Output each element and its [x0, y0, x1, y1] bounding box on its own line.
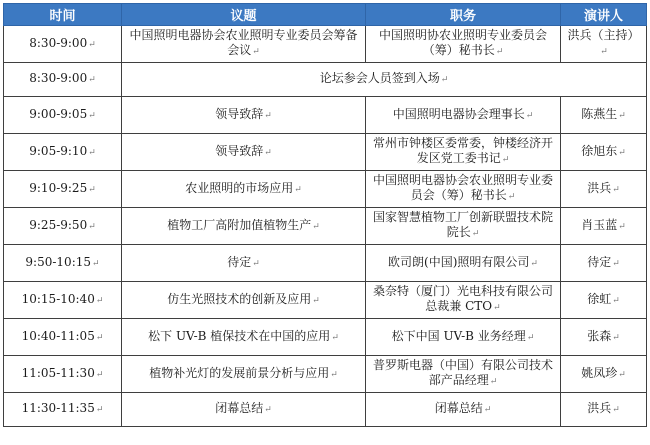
paragraph-mark-icon: ↵ — [330, 369, 338, 380]
paragraph-mark-icon: ↵ — [525, 110, 534, 121]
agenda-table-container — [3, 3, 646, 427]
paragraph-mark-icon: ↵ — [331, 332, 339, 343]
cell-time — [4, 208, 122, 245]
cell-speaker — [561, 26, 647, 63]
table-row — [4, 319, 647, 356]
cell-role — [366, 134, 561, 171]
paragraph-mark-icon: ↵ — [264, 147, 272, 158]
paragraph-mark-icon: ↵ — [88, 184, 96, 195]
cell-role-text: 欧司朗(中国)照明有限公司 — [388, 254, 530, 269]
paragraph-mark-icon: ↵ — [483, 405, 492, 415]
table-row — [4, 97, 647, 134]
cell-role — [366, 319, 561, 356]
cell-speaker — [561, 356, 647, 393]
cell-time — [4, 393, 122, 427]
paragraph-mark-icon: ↵ — [95, 332, 104, 343]
cell-role — [366, 97, 561, 134]
paragraph-mark-icon: ↵ — [507, 192, 516, 202]
cell-speaker — [561, 282, 647, 319]
paragraph-mark-icon: ↵ — [612, 184, 620, 195]
cell-topic-text: 闭幕总结 — [215, 401, 264, 415]
cell-topic-text: 待定 — [227, 254, 252, 269]
header-role: 职务 — [366, 4, 561, 26]
cell-speaker-text: 徐虹 — [587, 291, 612, 306]
cell-topic-text: 植物补光灯的发展前景分析与应用 — [149, 365, 330, 380]
agenda-table — [3, 3, 647, 427]
cell-time-text: 10:15-10:40 — [21, 291, 95, 306]
cell-topic — [122, 208, 366, 245]
paragraph-mark-icon: ↵ — [618, 221, 626, 232]
cell-speaker-text: 陈燕生 — [581, 106, 618, 121]
cell-role — [366, 393, 561, 427]
cell-time — [4, 63, 122, 97]
cell-speaker-text: 洪兵 — [587, 401, 612, 415]
cell-role-text: 闭幕总结 — [434, 401, 483, 415]
paragraph-mark-icon: ↵ — [495, 47, 504, 57]
cell-role — [366, 208, 561, 245]
paragraph-mark-icon: ↵ — [252, 258, 260, 269]
cell-time-text: 9:05-9:10 — [29, 143, 88, 158]
paragraph-mark-icon: ↵ — [600, 47, 608, 57]
cell-speaker-text: 待定 — [587, 254, 612, 269]
cell-role — [366, 356, 561, 393]
paragraph-mark-icon: ↵ — [530, 258, 538, 269]
paragraph-mark-icon: ↵ — [312, 295, 320, 306]
cell-speaker — [561, 171, 647, 208]
cell-speaker-text: 张森 — [587, 328, 612, 343]
cell-speaker-text: 徐旭东 — [581, 143, 618, 158]
paragraph-mark-icon: ↵ — [95, 405, 104, 415]
cell-role-text: 松下中国 UV-B 业务经理 — [391, 328, 526, 343]
paragraph-mark-icon: ↵ — [88, 75, 96, 85]
paragraph-mark-icon: ↵ — [88, 110, 96, 121]
cell-topic-text: 仿生光照技术的创新及应用 — [167, 291, 312, 306]
cell-role-text: 中国照明协农业照明专业委员会（筹）秘书长 — [378, 28, 547, 57]
paragraph-mark-icon: ↵ — [618, 369, 626, 380]
paragraph-mark-icon: ↵ — [612, 332, 620, 343]
paragraph-mark-icon: ↵ — [95, 295, 104, 306]
cell-time — [4, 26, 122, 63]
paragraph-mark-icon: ↵ — [92, 258, 100, 269]
cell-speaker — [561, 208, 647, 245]
header-topic: 议题 — [122, 4, 366, 26]
cell-topic — [122, 97, 366, 134]
cell-role-text: 中国照明电器协会农业照明专业委员会（筹）秘书长 — [372, 173, 553, 202]
cell-merged-text: 论坛参会人员签到入场 — [319, 71, 440, 85]
paragraph-mark-icon: ↵ — [252, 47, 260, 57]
cell-speaker-text: 洪兵（主持） — [567, 28, 640, 42]
cell-topic — [122, 245, 366, 282]
cell-topic-text: 领导致辞 — [215, 143, 264, 158]
cell-topic — [122, 319, 366, 356]
header-row — [4, 4, 647, 26]
table-row — [4, 282, 647, 319]
paragraph-mark-icon: ↵ — [88, 221, 96, 232]
cell-speaker — [561, 97, 647, 134]
cell-role-text: 桑奈特（厦门）光电科技有限公司总裁兼 CTO — [372, 284, 553, 313]
cell-time-text: 9:25-9:50 — [29, 217, 88, 232]
paragraph-mark-icon: ↵ — [526, 332, 535, 343]
cell-speaker — [561, 134, 647, 171]
paragraph-mark-icon: ↵ — [471, 229, 480, 239]
cell-role — [366, 245, 561, 282]
cell-topic-text: 领导致辞 — [215, 106, 264, 121]
cell-time-text: 10:40-11:05 — [21, 328, 95, 343]
cell-time — [4, 245, 122, 282]
paragraph-mark-icon: ↵ — [493, 303, 501, 313]
paragraph-mark-icon: ↵ — [312, 221, 320, 232]
cell-role — [366, 282, 561, 319]
cell-time-text: 8:30-9:00 — [29, 35, 88, 50]
cell-topic — [122, 393, 366, 427]
paragraph-mark-icon: ↵ — [618, 147, 626, 158]
table-row — [4, 63, 647, 97]
paragraph-mark-icon: ↵ — [489, 377, 498, 387]
cell-role-text: 中国照明电器协会理事长 — [392, 106, 525, 121]
cell-topic-text: 植物工厂高附加值植物生产 — [167, 217, 312, 232]
paragraph-mark-icon: ↵ — [440, 75, 449, 85]
cell-topic — [122, 26, 366, 63]
cell-time-text: 9:50-10:15 — [25, 254, 92, 269]
paragraph-mark-icon: ↵ — [612, 295, 620, 306]
paragraph-mark-icon: ↵ — [294, 184, 302, 195]
cell-time — [4, 356, 122, 393]
paragraph-mark-icon: ↵ — [501, 155, 510, 165]
cell-role-text: 普罗斯电器（中国）有限公司技术部产品经理 — [372, 358, 553, 387]
cell-speaker — [561, 319, 647, 356]
cell-time-text: 9:10-9:25 — [29, 180, 88, 195]
cell-role — [366, 171, 561, 208]
paragraph-mark-icon: ↵ — [264, 110, 272, 121]
cell-topic-text: 松下 UV-B 植保技术在中国的应用 — [148, 328, 331, 343]
cell-topic — [122, 282, 366, 319]
agenda-body — [4, 26, 647, 427]
table-row — [4, 393, 647, 427]
paragraph-mark-icon: ↵ — [264, 405, 272, 415]
table-row — [4, 134, 647, 171]
table-row — [4, 245, 647, 282]
paragraph-mark-icon: ↵ — [88, 39, 96, 50]
header-speaker: 演讲人 — [561, 4, 647, 26]
cell-topic — [122, 356, 366, 393]
cell-topic-text: 中国照明电器协会农业照明专业委员会筹备会议 — [129, 28, 358, 57]
cell-topic — [122, 171, 366, 208]
cell-time-text: 9:00-9:05 — [29, 106, 88, 121]
table-row — [4, 208, 647, 245]
paragraph-mark-icon: ↵ — [618, 110, 626, 121]
cell-speaker-text: 姚凤珍 — [581, 365, 618, 380]
cell-time-text: 11:30-11:35 — [21, 401, 95, 415]
cell-time — [4, 97, 122, 134]
cell-time — [4, 282, 122, 319]
paragraph-mark-icon: ↵ — [95, 369, 104, 380]
cell-merged — [122, 63, 647, 97]
cell-speaker — [561, 245, 647, 282]
cell-speaker — [561, 393, 647, 427]
paragraph-mark-icon: ↵ — [612, 405, 620, 415]
cell-role — [366, 26, 561, 63]
table-row — [4, 356, 647, 393]
table-row — [4, 171, 647, 208]
cell-speaker-text: 洪兵 — [587, 180, 612, 195]
cell-time — [4, 134, 122, 171]
cell-topic — [122, 134, 366, 171]
cell-time-text: 8:30-9:00 — [29, 71, 88, 85]
cell-time-text: 11:05-11:30 — [21, 365, 95, 380]
cell-speaker-text: 肖玉蓝 — [581, 217, 618, 232]
cell-topic-text: 农业照明的市场应用 — [185, 180, 294, 195]
header-time: 时间 — [4, 4, 122, 26]
paragraph-mark-icon: ↵ — [612, 258, 620, 269]
table-row — [4, 26, 647, 63]
cell-role-text: 常州市钟楼区委常委，钟楼经济开发区党工委书记 — [372, 136, 553, 165]
cell-time — [4, 171, 122, 208]
cell-time — [4, 319, 122, 356]
paragraph-mark-icon: ↵ — [88, 147, 96, 158]
cell-role-text: 国家智慧植物工厂创新联盟技术院院长 — [372, 210, 553, 239]
